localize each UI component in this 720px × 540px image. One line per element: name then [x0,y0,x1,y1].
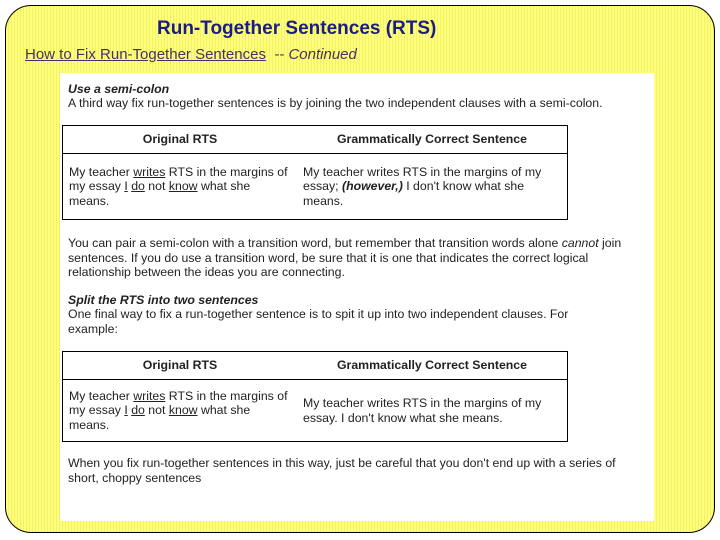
original-rts-cell: My teacher writes RTS in the margins of my essay I do not know what she means. [69,164,288,208]
original-rts-cell: My teacher writes RTS in the margins of my essay I do not know what she means. [69,388,288,432]
subtitle [25,46,357,63]
split-text: One final way to fix a run-together sentence is to spit it up into two independent clauses. For example: [68,307,569,336]
continued-label: -- Continued [274,46,357,63]
col-correct: Grammatically Correct Sentence [297,126,568,154]
semicolon-note: You can pair a semi-colon with a transition word, but remember that transition words alone cannot join sentences. If you do use a transition word, be sure that it is one that indicates the correct logical relationship between the ideas you are connecting. [68,236,622,279]
semicolon-heading: Use a semi-colon [68,82,170,96]
semicolon-table [62,125,568,220]
page-title: Run-Together Sentences (RTS) [157,18,437,39]
split-heading: Split the RTS into two sentences [68,293,259,307]
semicolon-text: A third way fix run-together sentences is by joining the two independent clauses with a semi-colon. [68,96,603,110]
how-to-fix-link[interactable]: How to Fix Run-Together Sentences [25,46,266,63]
correct-sentence-cell: My teacher writes RTS in the margins of my essay; (however,) I don't know what she means. [303,164,542,208]
correct-sentence-cell: My teacher writes RTS in the margins of my essay. I don't know what she means. [303,396,542,425]
col-original: Original RTS [63,352,298,380]
col-correct: Grammatically Correct Sentence [297,352,568,380]
content-panel [60,73,654,521]
closing-text: When you fix run-together sentences in this way, just be careful that you don't end up with a series of short, choppy sentences [68,456,616,485]
col-original: Original RTS [63,126,298,154]
split-table [62,351,568,442]
